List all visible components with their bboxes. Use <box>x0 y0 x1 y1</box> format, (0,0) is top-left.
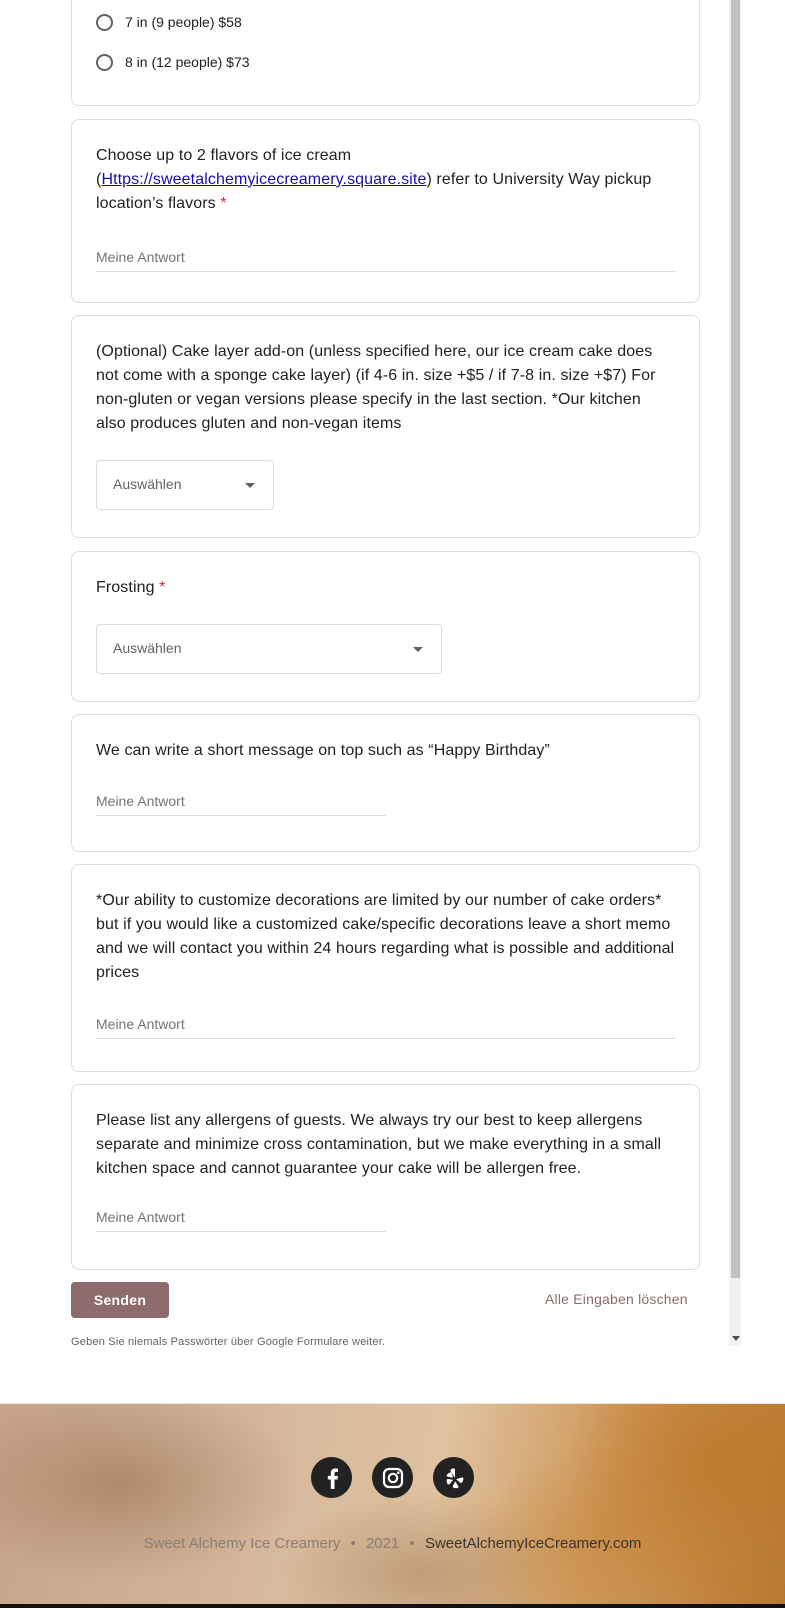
allergens-question-text: Please list any allergens of guests. We always try our best to keep allergens separate and minimize cross contamination, but we make everything in a small kitchen space and cannot guarantee your cake will be allergen free. <box>96 1112 662 1177</box>
decorations-question-text: *Our ability to customize decorations are limited by our number of cake orders* but if you would like a customized cake/specific decorations leave a short memo and we will contact you within 24 hours regarding what is possible and additional prices <box>96 892 675 981</box>
answer-placeholder: Meine Antwort <box>96 1016 185 1032</box>
radio-option-8in[interactable] <box>96 50 250 74</box>
yelp-icon[interactable] <box>433 1457 474 1498</box>
size-question-card <box>71 0 700 106</box>
footer-brand: Sweet Alchemy Ice Creamery <box>143 1535 341 1552</box>
footer-site-link[interactable]: SweetAlchemyIceCreamery.com <box>424 1535 642 1552</box>
footer-year: 2021 <box>365 1535 400 1552</box>
dropdown-arrow-icon <box>245 483 255 488</box>
scrollbar-thumb[interactable] <box>731 0 740 1278</box>
frosting-dropdown[interactable] <box>96 624 442 674</box>
cake-layer-question-card <box>71 315 700 538</box>
frosting-label: Frosting <box>96 579 155 596</box>
flavors-text-before: Choose up to 2 flavors of ice cream ( <box>96 147 352 188</box>
cake-layer-dropdown[interactable] <box>96 460 274 510</box>
dropdown-label: Auswählen <box>113 476 182 492</box>
flavors-question-text <box>96 144 675 216</box>
radio-circle-icon[interactable] <box>96 54 113 71</box>
radio-option-label: 7 in (9 people) $58 <box>125 14 242 30</box>
answer-placeholder: Meine Antwort <box>96 249 185 265</box>
cake-layer-question-text: (Optional) Cake layer add-on (unless specified here, our ice cream cake does not come with a sponge cake layer) (if 4-6 in. size +$5 / if 7-8 in. size +$7) For non-gluten or vegan versions please specify in the last section. *Our kitchen also produces gluten and non-vegan items <box>96 343 656 432</box>
frosting-question-text <box>96 576 675 600</box>
dropdown-arrow-icon <box>413 647 423 652</box>
instagram-icon[interactable] <box>372 1457 413 1498</box>
message-answer-input[interactable] <box>96 786 386 816</box>
allergens-answer-input[interactable] <box>96 1202 386 1232</box>
flavors-question-card <box>71 119 700 303</box>
footer-credits <box>0 1535 785 1552</box>
bottom-bar <box>0 1604 785 1608</box>
dropdown-label: Auswählen <box>113 640 182 656</box>
allergens-question-card <box>71 1084 700 1270</box>
radio-circle-icon[interactable] <box>96 14 113 31</box>
flavors-text-after: ) refer to University Way pickup location’s flavors <box>96 171 652 212</box>
decorations-answer-input[interactable] <box>96 1009 676 1039</box>
footer-separator: • <box>409 1535 415 1552</box>
answer-placeholder: Meine Antwort <box>96 793 185 809</box>
decorations-question-card <box>71 864 700 1072</box>
facebook-icon[interactable] <box>311 1457 352 1498</box>
site-footer <box>0 1404 785 1608</box>
required-asterisk: * <box>159 579 166 596</box>
footer-separator: • <box>350 1535 356 1552</box>
answer-placeholder: Meine Antwort <box>96 1209 185 1225</box>
password-notice: Geben Sie niemals Passwörter über Google Formulare weiter. <box>71 1336 386 1348</box>
clear-form-link[interactable]: Alle Eingaben löschen <box>545 1291 688 1307</box>
frosting-question-card <box>71 551 700 702</box>
flavors-shop-link[interactable]: Https://sweetalchemyicecreamery.square.site <box>101 171 427 188</box>
message-question-text: We can write a short message on top such as “Happy Birthday” <box>96 742 550 759</box>
radio-option-7in[interactable] <box>96 10 242 34</box>
message-question-card <box>71 714 700 852</box>
scroll-down-arrow-icon[interactable] <box>732 1336 740 1341</box>
submit-button[interactable]: Senden <box>71 1282 169 1318</box>
flavors-answer-input[interactable] <box>96 242 676 272</box>
required-asterisk: * <box>220 195 227 212</box>
radio-option-label: 8 in (12 people) $73 <box>125 54 250 70</box>
